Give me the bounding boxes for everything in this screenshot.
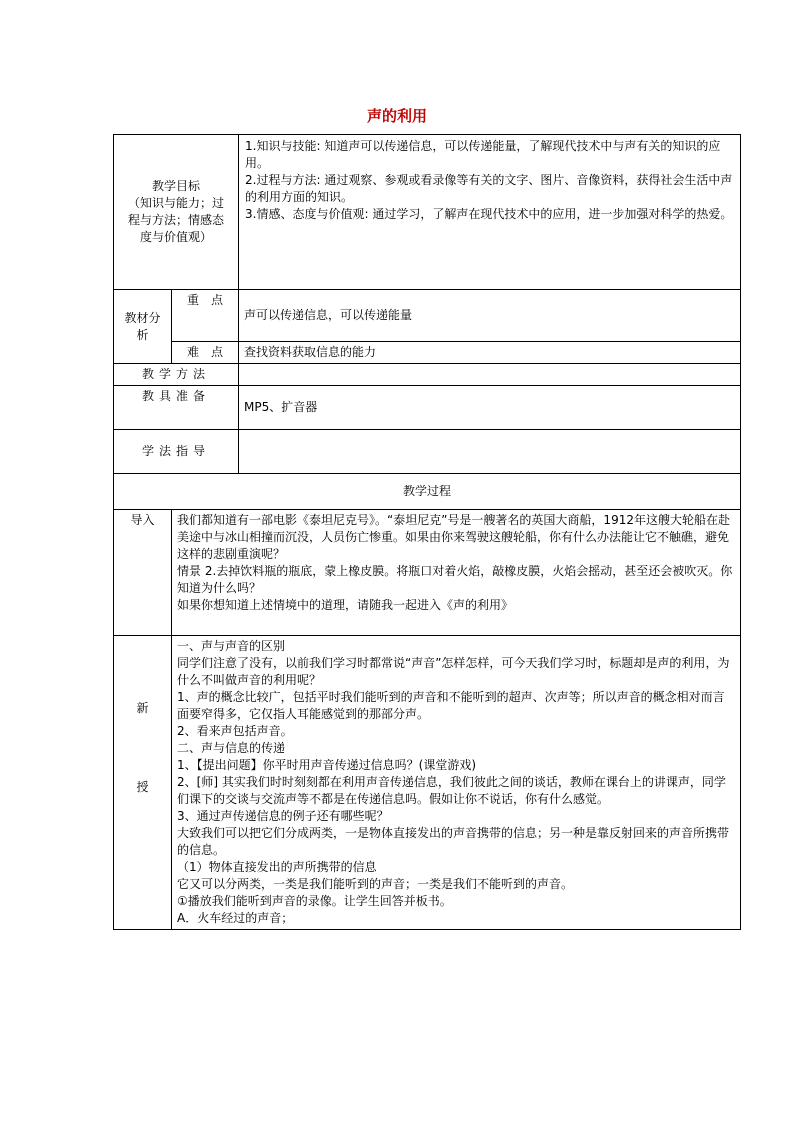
goals-label-line: （知识与能力；过 <box>128 196 225 210</box>
goals-label-line: 度与价值观） <box>140 230 213 244</box>
tools-label: 教具准备 <box>114 386 239 430</box>
goals-row <box>114 135 741 290</box>
new-paragraph: 二、声与信息的传递 <box>177 741 286 755</box>
method-label: 教学方法 <box>114 364 239 386</box>
new-teaching-label <box>114 636 172 930</box>
new-teaching-row <box>114 636 741 930</box>
process-header: 教学过程 <box>114 474 741 510</box>
study-label: 学法指导 <box>114 430 239 474</box>
new-paragraph: （1）物体直接发出的声所携带的信息 <box>177 860 377 874</box>
new-paragraph: 同学们注意了没有，以前我们学习时都常说“声音”怎样怎样，可今天我们学习时，标题却是声的利用，为什么不叫做声音的利用呢？ <box>177 656 730 687</box>
lesson-plan-table <box>113 134 741 930</box>
new-teaching-content <box>172 636 741 930</box>
new-paragraph: 1、【提出问题】你平时用声音传递过信息吗？(课堂游戏) <box>177 758 477 772</box>
difficulty-text: 查找资料获取信息的能力 <box>239 342 741 364</box>
page-title: 声的利用 <box>366 107 427 125</box>
new-paragraph: 大致我们可以把它们分成两类，一是物体直接发出的声音携带的信息；另一种是靠反射回来的声音所携带的信息。 <box>177 826 730 857</box>
goals-label <box>114 135 239 290</box>
intro-row <box>114 510 741 636</box>
difficulty-row <box>114 342 741 364</box>
key-point-text: 声可以传递信息，可以传递能量 <box>239 290 741 342</box>
method-value <box>239 364 741 386</box>
new-paragraph: A．火车经过的声音； <box>177 911 294 925</box>
goal-item: 2.过程与方法: 通过观察、参观或看录像等有关的文字、图片、音像资料，获得社会生活中声的利用方面的知识。 <box>245 173 733 204</box>
key-point-row <box>114 290 741 342</box>
new-teaching-label-top: 新 <box>136 701 149 715</box>
goals-label-line: 程与方法；情感态 <box>128 213 225 227</box>
goal-item: 3.情感、态度与价值观: 通过学习，了解声在现代技术中的应用，进一步加强对科学的热爱。 <box>245 207 733 221</box>
key-point-label: 重 点 <box>172 290 239 342</box>
study-value <box>239 430 741 474</box>
process-header-row <box>114 474 741 510</box>
analysis-label <box>114 290 172 364</box>
tools-row <box>114 386 741 430</box>
difficulty-label: 难 点 <box>172 342 239 364</box>
intro-paragraph: 我们都知道有一部电影《泰坦尼克号》。“泰坦尼克”号是一艘著名的英国大商船，1912年这艘大轮船在赴美途中与冰山相撞而沉没，人员伤亡惨重。如果由你来驾驶这艘轮船，你有什么办法能让它不触礁，避免这样的悲剧重演呢？ <box>177 513 730 561</box>
goals-content <box>239 135 741 290</box>
intro-content <box>172 510 741 636</box>
intro-paragraph: 如果你想知道上述情境中的道理，请随我一起进入《声的利用》 <box>177 598 514 612</box>
intro-label: 导入 <box>114 510 172 636</box>
new-paragraph: 1、声的概念比较广，包括平时我们能听到的声音和不能听到的超声、次声等；所以声音的概念相对而言面要窄得多，它仅指人耳能感觉到的那部分声。 <box>177 690 725 721</box>
new-paragraph: 3、通过声传递信息的例子还有哪些呢？ <box>177 809 389 823</box>
new-teaching-label-bottom: 授 <box>136 780 149 794</box>
goal-item: 1.知识与技能: 知道声可以传递信息，可以传递能量，了解现代技术中与声有关的知识的应用。 <box>245 139 721 170</box>
new-paragraph: 它又可以分两类，一类是我们能听到的声音；一类是我们不能听到的声音。 <box>177 877 574 891</box>
intro-paragraph: 情景 2.去掉饮料瓶的瓶底，蒙上橡皮膜。将瓶口对着火焰，敲橡皮膜，火焰会摇动，甚至还会被吹灭。你知道为什么吗？ <box>177 564 733 595</box>
study-row <box>114 430 741 474</box>
new-paragraph: 一、声与声音的区别 <box>177 639 286 653</box>
new-paragraph: ①播放我们能听到声音的录像。让学生回答并板书。 <box>177 894 452 908</box>
method-row <box>114 364 741 386</box>
analysis-label-line: 析 <box>136 327 149 342</box>
new-paragraph: 2、看来声包括声音。 <box>177 724 293 738</box>
tools-value: MP5、扩音器 <box>239 386 741 430</box>
new-paragraph: 2、[师] 其实我们时时刻刻都在利用声音传递信息，我们彼此之间的谈话，教师在课台上的讲课声，同学们课下的交谈与交流声等不都是在传递信息吗。假如让你不说话，你有什么感觉。 <box>177 775 726 806</box>
analysis-label-line: 教材分 <box>124 310 161 325</box>
goals-label-line: 教学目标 <box>152 179 201 193</box>
